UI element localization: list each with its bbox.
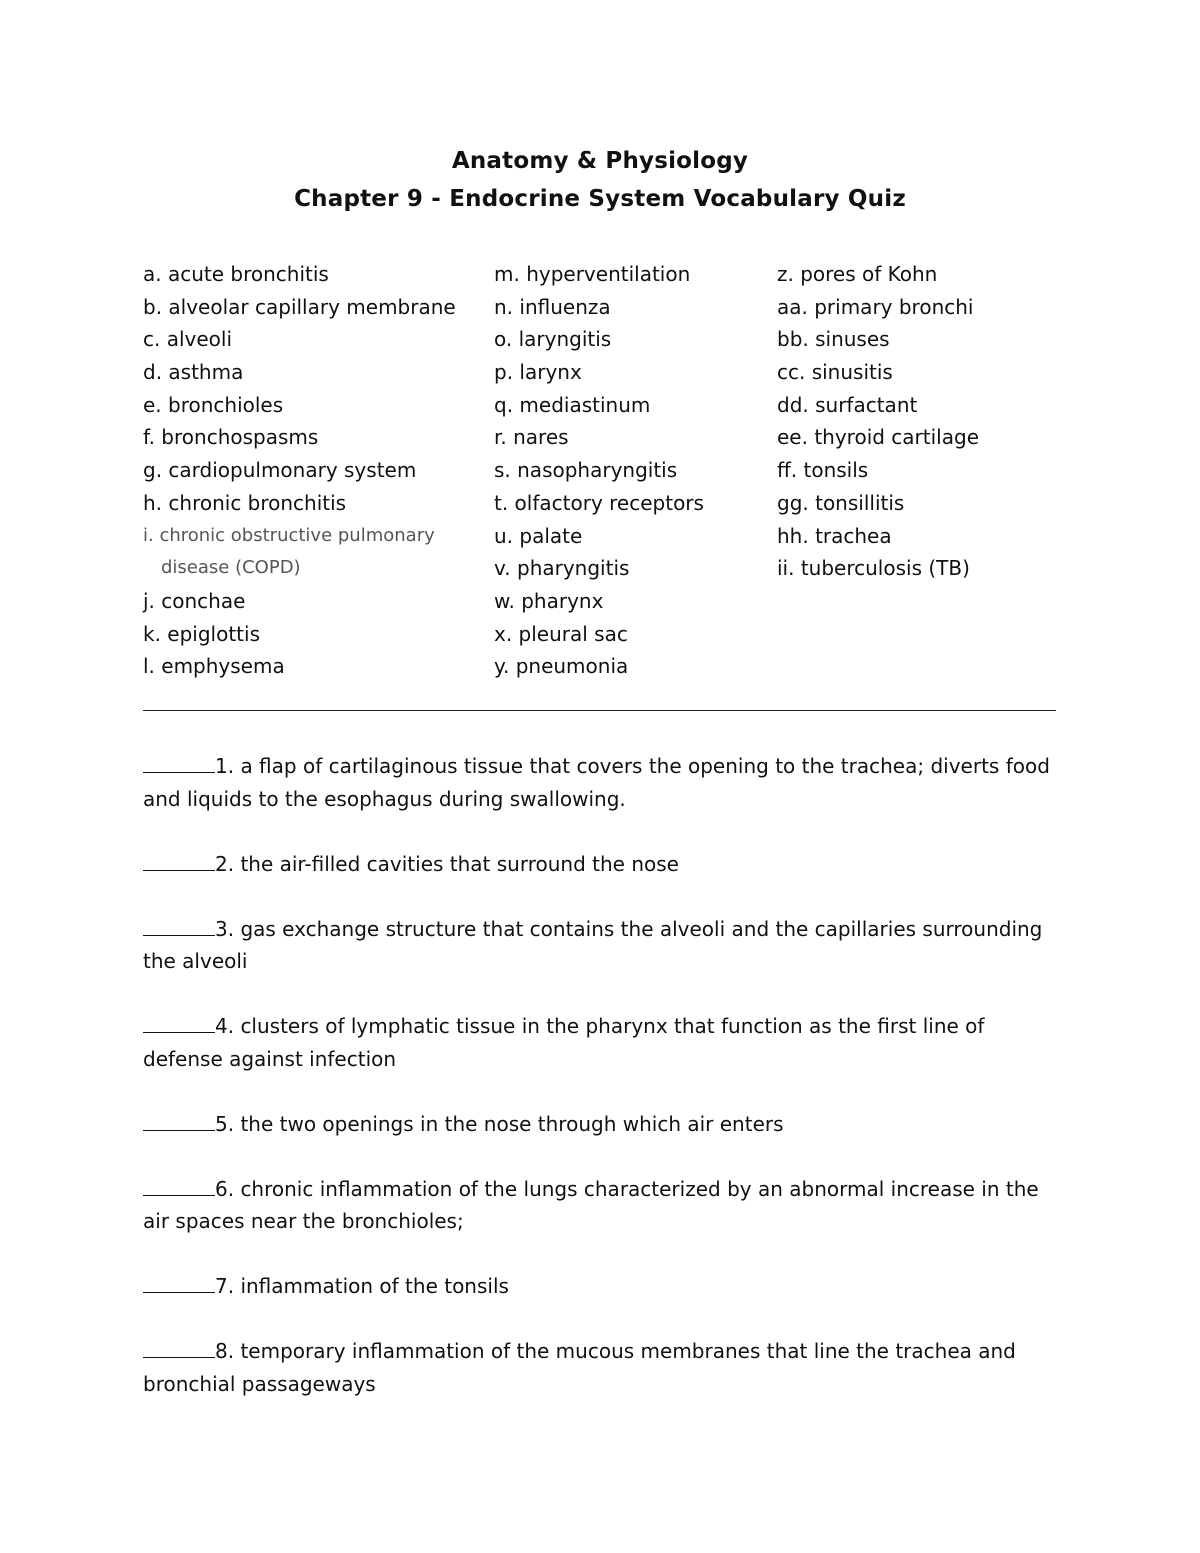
term-column-1 bbox=[143, 258, 483, 683]
term-item: ii. tuberculosis (TB) bbox=[777, 556, 970, 581]
question-text: 1. a flap of cartilaginous tissue that covers the opening to the trachea; diverts food and liquids to the esophagus during swallowing. bbox=[143, 754, 1050, 811]
term-item-continuation: disease (COPD) bbox=[161, 557, 301, 579]
term-item: m. hyperventilation bbox=[494, 262, 691, 286]
answer-blank[interactable] bbox=[143, 752, 215, 773]
question-text: 8. temporary inflammation of the mucous membranes that line the trachea and bronchial passageways bbox=[143, 1339, 1016, 1396]
term-item: f. bronchospasms bbox=[143, 425, 319, 450]
question-item bbox=[143, 1270, 1063, 1303]
answer-blank[interactable] bbox=[143, 1110, 215, 1131]
term-item: cc. sinusitis bbox=[777, 360, 893, 385]
term-item: q. mediastinum bbox=[494, 392, 651, 417]
term-column-2 bbox=[494, 258, 764, 683]
question-item bbox=[143, 1108, 1063, 1141]
term-item: g. cardiopulmonary system bbox=[143, 458, 417, 483]
term-item: x. pleural sac bbox=[494, 621, 628, 646]
question-list bbox=[143, 750, 1063, 1433]
term-item: j. conchae bbox=[143, 588, 246, 613]
answer-blank[interactable] bbox=[143, 1175, 215, 1196]
question-text: 3. gas exchange structure that contains the alveoli and the capillaries surrounding the alveoli bbox=[143, 916, 1043, 973]
answer-blank[interactable] bbox=[143, 915, 215, 936]
term-item: u. palate bbox=[494, 523, 583, 548]
term-item: ff. tonsils bbox=[777, 458, 869, 483]
section-divider bbox=[143, 710, 1056, 711]
term-item: s. nasopharyngitis bbox=[494, 458, 678, 483]
question-text: 6. chronic inflammation of the lungs characterized by an abnormal increase in the air spaces near the bronchioles; bbox=[143, 1176, 1039, 1233]
term-item: dd. surfactant bbox=[777, 392, 918, 417]
question-item bbox=[143, 913, 1063, 978]
question-text: 4. clusters of lymphatic tissue in the pharynx that function as the first line of defense against infection bbox=[143, 1014, 985, 1071]
term-item: o. laryngitis bbox=[494, 327, 612, 352]
question-text: 2. the air-filled cavities that surround the nose bbox=[215, 851, 679, 876]
term-item: w. pharynx bbox=[494, 588, 604, 613]
term-item: r. nares bbox=[494, 425, 569, 450]
term-item: p. larynx bbox=[494, 360, 582, 385]
vocabulary-term-list bbox=[0, 258, 1200, 688]
term-item: aa. primary bronchi bbox=[777, 294, 974, 319]
term-item: n. influenza bbox=[494, 294, 611, 319]
question-text: 7. inflammation of the tonsils bbox=[215, 1274, 509, 1298]
term-item: y. pneumonia bbox=[494, 654, 629, 679]
term-item: hh. trachea bbox=[777, 523, 892, 548]
question-text: 5. the two openings in the nose through which air enters bbox=[215, 1111, 784, 1136]
term-item: b. alveolar capillary membrane bbox=[143, 294, 456, 319]
term-item: v. pharyngitis bbox=[494, 556, 630, 581]
question-item bbox=[143, 1173, 1063, 1238]
term-item: i. chronic obstructive pulmonary bbox=[143, 524, 435, 546]
term-column-3 bbox=[777, 258, 1077, 585]
document-title: Anatomy & Physiology bbox=[451, 148, 749, 174]
question-item bbox=[143, 1010, 1063, 1075]
term-item: bb. sinuses bbox=[777, 327, 890, 352]
term-item: k. epiglottis bbox=[143, 621, 261, 646]
term-item: a. acute bronchitis bbox=[143, 262, 329, 286]
term-item: c. alveoli bbox=[143, 327, 233, 352]
question-item bbox=[143, 848, 1063, 881]
answer-blank[interactable] bbox=[143, 1337, 215, 1358]
term-item: e. bronchioles bbox=[143, 392, 284, 417]
question-item bbox=[143, 750, 1063, 815]
answer-blank[interactable] bbox=[143, 1012, 215, 1033]
term-item: l. emphysema bbox=[143, 654, 285, 679]
answer-blank[interactable] bbox=[143, 850, 215, 871]
question-item bbox=[143, 1335, 1063, 1400]
document-subtitle: Chapter 9 - Endocrine System Vocabulary Quiz bbox=[294, 186, 906, 212]
term-item: h. chronic bronchitis bbox=[143, 490, 347, 515]
term-item: d. asthma bbox=[143, 360, 244, 385]
term-item: gg. tonsillitis bbox=[777, 490, 905, 515]
term-item: z. pores of Kohn bbox=[777, 262, 938, 286]
answer-blank[interactable] bbox=[143, 1272, 215, 1293]
term-item: ee. thyroid cartilage bbox=[777, 425, 979, 450]
term-item: t. olfactory receptors bbox=[494, 490, 704, 515]
